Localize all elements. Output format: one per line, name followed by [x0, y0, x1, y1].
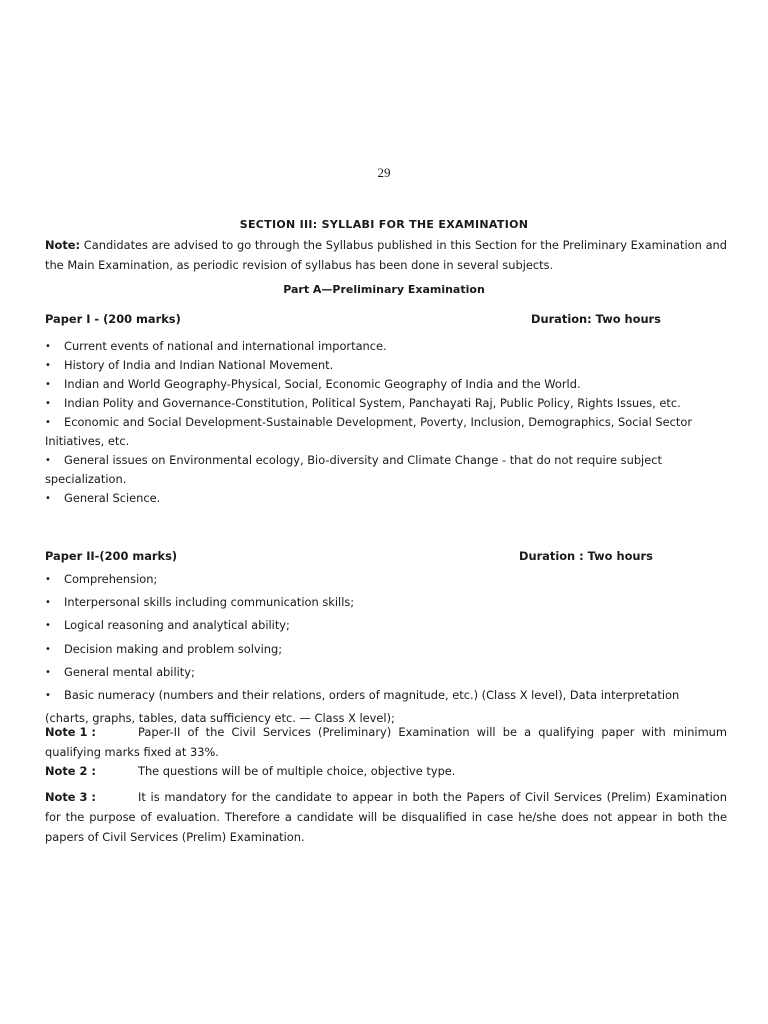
bullet-icon: •: [45, 620, 51, 632]
topic-text: Economic and Social Development-Sustainable Development, Poverty, Inclusion, Demographics, Social Sector Initiatives, etc.: [45, 415, 693, 448]
paper1-title: Paper I - (200 marks): [45, 312, 181, 326]
list-item: [45, 591, 725, 614]
note-1-label: Note 1 :: [45, 725, 96, 739]
paper1-topic-list: [45, 337, 725, 508]
note-1-text: Paper-II of the Civil Services (Preliminary) Examination will be a qualifying paper with minimum qualifying marks fixed at 33%.: [45, 725, 727, 759]
list-item: [45, 356, 725, 375]
list-item: [45, 413, 725, 451]
topic-text: Basic numeracy (numbers and their relations, orders of magnitude, etc.) (Class X level), Data interpretation (charts, graphs, tables, data sufficiency etc. — Class X level);: [45, 688, 680, 726]
bullet-icon: •: [45, 360, 51, 371]
paper1-duration: Duration: Two hours: [531, 312, 661, 326]
bullet-icon: •: [45, 398, 51, 409]
note-3-text: It is mandatory for the candidate to appear in both the Papers of Civil Services (Prelim) Examination for the purpose of evaluation. Therefore a candidate will be disqualified in case he/she does not appear in both the papers of Civil Services (Prelim) Examination.: [45, 790, 727, 844]
list-item: [45, 375, 725, 394]
topic-text: History of India and Indian National Movement.: [64, 358, 334, 372]
list-item: [45, 451, 725, 489]
list-item: [45, 394, 725, 413]
topic-text: General issues on Environmental ecology, Bio-diversity and Climate Change - that do not require subject specialization.: [45, 453, 662, 486]
topic-text: Interpersonal skills including communication skills;: [64, 595, 355, 610]
note-1: [45, 722, 727, 762]
note-2-label: Note 2 :: [45, 764, 96, 778]
bullet-icon: •: [45, 666, 51, 678]
intro-note: [45, 235, 727, 275]
note-2: [45, 761, 727, 781]
list-item: [45, 489, 725, 508]
topic-text: Logical reasoning and analytical ability;: [64, 618, 290, 633]
bullet-icon: •: [45, 417, 51, 428]
topic-text: Indian and World Geography-Physical, Social, Economic Geography of India and the World.: [64, 377, 581, 391]
paper2-duration: Duration : Two hours: [519, 549, 653, 563]
bullet-icon: •: [45, 643, 51, 655]
topic-text: Current events of national and international importance.: [64, 339, 387, 353]
topic-text: General Science.: [64, 491, 161, 505]
topic-text: General mental ability;: [64, 664, 195, 679]
page-number: 29: [377, 165, 391, 180]
bullet-icon: •: [45, 690, 51, 702]
bullet-icon: •: [45, 574, 51, 585]
list-item: [45, 337, 725, 356]
intro-note-text: Candidates are advised to go through the Syllabus published in this Section for the Preliminary Examination and the Main Examination, as periodic revision of syllabus has been done in several subjects.: [45, 238, 727, 272]
paper2-topic-list: [45, 568, 725, 729]
bullet-icon: •: [45, 597, 51, 609]
section-title: SECTION III: SYLLABI FOR THE EXAMINATION: [239, 218, 529, 231]
bullet-icon: •: [45, 379, 51, 390]
list-item: [45, 568, 725, 591]
topic-text: Decision making and problem solving;: [64, 641, 283, 656]
topic-text: Comprehension;: [64, 572, 158, 586]
bullet-icon: •: [45, 493, 51, 504]
list-item: [45, 614, 725, 637]
topic-text: Indian Polity and Governance-Constitution, Political System, Panchayati Raj, Public Policy, Rights Issues, etc.: [64, 396, 681, 410]
note-3: [45, 787, 727, 847]
bullet-icon: •: [45, 341, 51, 352]
paper2-title: Paper II-(200 marks): [45, 549, 178, 563]
list-item: [45, 638, 725, 661]
note-2-text: The questions will be of multiple choice, objective type.: [138, 764, 456, 778]
intro-note-label: Note:: [45, 238, 81, 252]
part-heading: Part A—Preliminary Examination: [283, 283, 485, 296]
list-item: [45, 661, 725, 684]
note-3-label: Note 3 :: [45, 790, 96, 804]
bullet-icon: •: [45, 455, 51, 466]
